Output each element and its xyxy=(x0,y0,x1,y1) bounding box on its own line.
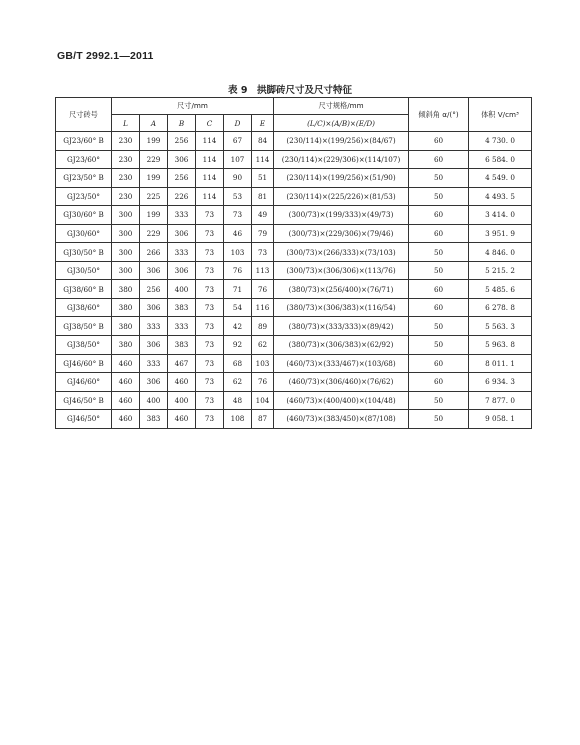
table-row xyxy=(56,150,532,169)
cell-dim-a: 266 xyxy=(140,243,168,262)
cell-dim-e: 81 xyxy=(252,187,274,206)
cell-dim-e: 51 xyxy=(252,169,274,188)
cell-angle: 50 xyxy=(409,410,469,429)
cell-angle: 50 xyxy=(409,336,469,355)
cell-code: GJ30/60° B xyxy=(56,206,112,225)
cell-dim-a: 199 xyxy=(140,132,168,151)
cell-dim-a: 225 xyxy=(140,187,168,206)
cell-angle: 50 xyxy=(409,243,469,262)
cell-dim-l: 300 xyxy=(112,261,140,280)
cell-volume: 6 584. 0 xyxy=(469,150,532,169)
cell-dim-d: 54 xyxy=(224,298,252,317)
cell-dim-c: 114 xyxy=(196,187,224,206)
cell-dim-e: 62 xyxy=(252,336,274,355)
cell-volume: 6 934. 3 xyxy=(469,373,532,392)
cell-spec: (460/73)×(306/460)×(76/62) xyxy=(274,373,409,392)
cell-dim-c: 114 xyxy=(196,132,224,151)
cell-dim-c: 73 xyxy=(196,298,224,317)
cell-dim-l: 380 xyxy=(112,298,140,317)
cell-dim-e: 103 xyxy=(252,354,274,373)
cell-dim-d: 71 xyxy=(224,280,252,299)
cell-volume: 7 877. 0 xyxy=(469,391,532,410)
cell-dim-e: 113 xyxy=(252,261,274,280)
cell-dim-e: 49 xyxy=(252,206,274,225)
cell-dim-l: 230 xyxy=(112,187,140,206)
cell-spec: (460/73)×(400/400)×(104/48) xyxy=(274,391,409,410)
cell-spec: (460/73)×(383/450)×(87/108) xyxy=(274,410,409,429)
table-row xyxy=(56,336,532,355)
brick-dimension-table xyxy=(55,97,532,429)
cell-dim-b: 256 xyxy=(168,132,196,151)
cell-dim-a: 306 xyxy=(140,373,168,392)
cell-dim-l: 230 xyxy=(112,169,140,188)
table-row xyxy=(56,373,532,392)
cell-code: GJ38/60° xyxy=(56,298,112,317)
table-row xyxy=(56,169,532,188)
cell-dim-b: 460 xyxy=(168,410,196,429)
cell-angle: 50 xyxy=(409,391,469,410)
table-row xyxy=(56,261,532,280)
cell-dim-d: 48 xyxy=(224,391,252,410)
cell-dim-d: 73 xyxy=(224,206,252,225)
cell-volume: 4 549. 0 xyxy=(469,169,532,188)
header-code: 尺寸砖号 xyxy=(56,98,112,132)
cell-dim-d: 90 xyxy=(224,169,252,188)
cell-code: GJ30/50° B xyxy=(56,243,112,262)
cell-spec: (380/73)×(256/400)×(76/71) xyxy=(274,280,409,299)
table-caption: 表 9 拱脚砖尺寸及尺寸特征 xyxy=(228,85,352,96)
cell-dim-d: 103 xyxy=(224,243,252,262)
cell-spec: (380/73)×(306/383)×(62/92) xyxy=(274,336,409,355)
cell-dim-l: 380 xyxy=(112,336,140,355)
cell-code: GJ46/50° B xyxy=(56,391,112,410)
cell-dim-l: 300 xyxy=(112,206,140,225)
cell-dim-d: 67 xyxy=(224,132,252,151)
table-row xyxy=(56,317,532,336)
cell-dim-b: 460 xyxy=(168,373,196,392)
header-dim-e: E xyxy=(252,115,274,132)
cell-dim-a: 383 xyxy=(140,410,168,429)
cell-dim-a: 199 xyxy=(140,206,168,225)
cell-spec: (300/73)×(199/333)×(49/73) xyxy=(274,206,409,225)
cell-dim-a: 306 xyxy=(140,261,168,280)
cell-volume: 5 563. 3 xyxy=(469,317,532,336)
cell-dim-a: 306 xyxy=(140,298,168,317)
cell-angle: 50 xyxy=(409,261,469,280)
cell-angle: 50 xyxy=(409,187,469,206)
header-dim-b: B xyxy=(168,115,196,132)
cell-code: GJ38/50° B xyxy=(56,317,112,336)
cell-dim-c: 114 xyxy=(196,150,224,169)
cell-dim-c: 73 xyxy=(196,410,224,429)
cell-dim-l: 380 xyxy=(112,317,140,336)
cell-volume: 9 058. 1 xyxy=(469,410,532,429)
cell-angle: 50 xyxy=(409,169,469,188)
cell-dim-b: 383 xyxy=(168,298,196,317)
cell-dim-a: 256 xyxy=(140,280,168,299)
cell-spec: (230/114)×(229/306)×(114/107) xyxy=(274,150,409,169)
table-row xyxy=(56,243,532,262)
cell-spec: (380/73)×(306/383)×(116/54) xyxy=(274,298,409,317)
cell-dim-l: 460 xyxy=(112,410,140,429)
table-header xyxy=(56,98,532,132)
cell-volume: 6 278. 8 xyxy=(469,298,532,317)
header-angle: 倾斜角 α/(°) xyxy=(409,98,469,132)
header-dim-a: A xyxy=(140,115,168,132)
table-row xyxy=(56,206,532,225)
header-dim-l: L xyxy=(112,115,140,132)
cell-angle: 60 xyxy=(409,280,469,299)
cell-dim-l: 460 xyxy=(112,354,140,373)
cell-dim-b: 383 xyxy=(168,336,196,355)
cell-dim-c: 73 xyxy=(196,336,224,355)
cell-volume: 5 485. 6 xyxy=(469,280,532,299)
cell-dim-e: 76 xyxy=(252,373,274,392)
cell-dim-e: 114 xyxy=(252,150,274,169)
cell-spec: (300/73)×(229/306)×(79/46) xyxy=(274,224,409,243)
header-dimensions: 尺寸/mm xyxy=(112,98,274,115)
cell-dim-b: 226 xyxy=(168,187,196,206)
cell-angle: 60 xyxy=(409,150,469,169)
cell-angle: 60 xyxy=(409,132,469,151)
cell-code: GJ30/50° xyxy=(56,261,112,280)
cell-dim-d: 107 xyxy=(224,150,252,169)
cell-dim-c: 73 xyxy=(196,206,224,225)
cell-dim-l: 230 xyxy=(112,150,140,169)
cell-code: GJ23/50° xyxy=(56,187,112,206)
cell-dim-b: 400 xyxy=(168,280,196,299)
cell-dim-c: 73 xyxy=(196,224,224,243)
cell-dim-l: 460 xyxy=(112,373,140,392)
cell-dim-d: 76 xyxy=(224,261,252,280)
table-row xyxy=(56,224,532,243)
cell-dim-l: 300 xyxy=(112,224,140,243)
cell-dim-e: 116 xyxy=(252,298,274,317)
cell-spec: (230/114)×(199/256)×(51/90) xyxy=(274,169,409,188)
header-volume: 体积 V/cm³ xyxy=(469,98,532,132)
cell-dim-d: 92 xyxy=(224,336,252,355)
table-row xyxy=(56,298,532,317)
cell-dim-b: 306 xyxy=(168,261,196,280)
cell-code: GJ23/60° B xyxy=(56,132,112,151)
cell-dim-b: 333 xyxy=(168,317,196,336)
table-row xyxy=(56,410,532,429)
cell-volume: 4 846. 0 xyxy=(469,243,532,262)
cell-dim-e: 104 xyxy=(252,391,274,410)
cell-code: GJ46/60° B xyxy=(56,354,112,373)
cell-dim-d: 68 xyxy=(224,354,252,373)
cell-dim-a: 229 xyxy=(140,150,168,169)
cell-volume: 3 414. 0 xyxy=(469,206,532,225)
cell-spec: (300/73)×(266/333)×(73/103) xyxy=(274,243,409,262)
cell-volume: 5 963. 8 xyxy=(469,336,532,355)
cell-dim-c: 73 xyxy=(196,317,224,336)
header-spec: 尺寸规格/mm xyxy=(274,98,409,115)
table-row xyxy=(56,354,532,373)
cell-dim-e: 89 xyxy=(252,317,274,336)
cell-volume: 4 730. 0 xyxy=(469,132,532,151)
cell-dim-d: 53 xyxy=(224,187,252,206)
table-row xyxy=(56,187,532,206)
cell-spec: (460/73)×(333/467)×(103/68) xyxy=(274,354,409,373)
cell-spec: (380/73)×(333/333)×(89/42) xyxy=(274,317,409,336)
cell-dim-e: 87 xyxy=(252,410,274,429)
cell-dim-e: 73 xyxy=(252,243,274,262)
cell-dim-e: 79 xyxy=(252,224,274,243)
cell-spec: (230/114)×(199/256)×(84/67) xyxy=(274,132,409,151)
cell-dim-c: 73 xyxy=(196,261,224,280)
cell-dim-b: 256 xyxy=(168,169,196,188)
cell-angle: 60 xyxy=(409,206,469,225)
header-spec-formula: (L/C)×(A/B)×(E/D) xyxy=(274,115,409,132)
document-code: GB/T 2992.1—2011 xyxy=(57,50,154,62)
cell-dim-d: 108 xyxy=(224,410,252,429)
cell-dim-b: 400 xyxy=(168,391,196,410)
cell-angle: 60 xyxy=(409,373,469,392)
cell-dim-l: 230 xyxy=(112,132,140,151)
cell-dim-l: 300 xyxy=(112,243,140,262)
table-row xyxy=(56,391,532,410)
cell-dim-c: 73 xyxy=(196,280,224,299)
cell-code: GJ46/60° xyxy=(56,373,112,392)
cell-spec: (230/114)×(225/226)×(81/53) xyxy=(274,187,409,206)
cell-dim-c: 73 xyxy=(196,373,224,392)
cell-dim-a: 229 xyxy=(140,224,168,243)
cell-volume: 3 951. 9 xyxy=(469,224,532,243)
cell-code: GJ23/60° xyxy=(56,150,112,169)
cell-dim-c: 73 xyxy=(196,391,224,410)
table-row xyxy=(56,280,532,299)
cell-dim-b: 333 xyxy=(168,206,196,225)
cell-dim-c: 73 xyxy=(196,243,224,262)
cell-dim-b: 467 xyxy=(168,354,196,373)
table-row xyxy=(56,132,532,151)
cell-dim-a: 400 xyxy=(140,391,168,410)
cell-dim-d: 46 xyxy=(224,224,252,243)
cell-dim-c: 73 xyxy=(196,354,224,373)
cell-dim-a: 199 xyxy=(140,169,168,188)
cell-angle: 60 xyxy=(409,224,469,243)
cell-dim-l: 380 xyxy=(112,280,140,299)
cell-dim-b: 306 xyxy=(168,150,196,169)
cell-volume: 8 011. 1 xyxy=(469,354,532,373)
cell-angle: 50 xyxy=(409,317,469,336)
cell-dim-c: 114 xyxy=(196,169,224,188)
cell-code: GJ23/50° B xyxy=(56,169,112,188)
cell-dim-e: 84 xyxy=(252,132,274,151)
header-dim-c: C xyxy=(196,115,224,132)
table-body xyxy=(56,132,532,429)
cell-dim-a: 333 xyxy=(140,354,168,373)
cell-dim-d: 42 xyxy=(224,317,252,336)
cell-code: GJ38/60° B xyxy=(56,280,112,299)
cell-angle: 60 xyxy=(409,354,469,373)
cell-dim-a: 306 xyxy=(140,336,168,355)
cell-dim-l: 460 xyxy=(112,391,140,410)
cell-volume: 4 493. 5 xyxy=(469,187,532,206)
cell-dim-b: 306 xyxy=(168,224,196,243)
header-dim-d: D xyxy=(224,115,252,132)
cell-angle: 60 xyxy=(409,298,469,317)
cell-code: GJ30/60° xyxy=(56,224,112,243)
cell-code: GJ46/50° xyxy=(56,410,112,429)
cell-volume: 5 215. 2 xyxy=(469,261,532,280)
cell-dim-a: 333 xyxy=(140,317,168,336)
cell-dim-d: 62 xyxy=(224,373,252,392)
cell-spec: (300/73)×(306/306)×(113/76) xyxy=(274,261,409,280)
cell-dim-b: 333 xyxy=(168,243,196,262)
cell-code: GJ38/50° xyxy=(56,336,112,355)
cell-dim-e: 76 xyxy=(252,280,274,299)
